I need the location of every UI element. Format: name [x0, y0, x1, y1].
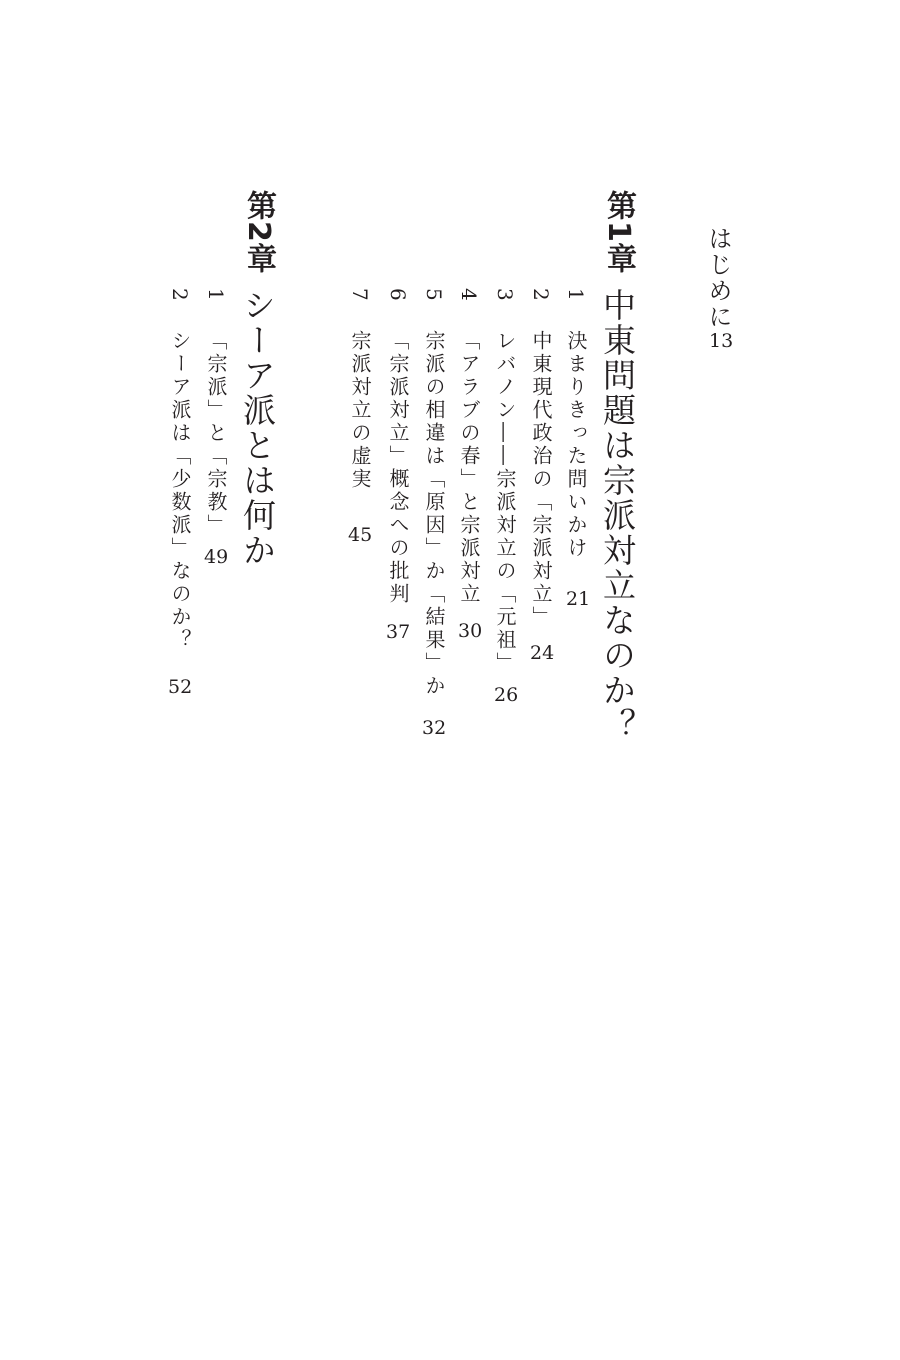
- ch2-sec-2-page: 52: [168, 676, 193, 698]
- ch1-sec-2-page: 24: [530, 642, 555, 664]
- chapter-2-title[interactable]: シーア派とは何か: [238, 288, 277, 568]
- chapter-1-label[interactable]: 第1章: [601, 190, 636, 274]
- ch1-sec-5-number: 5: [422, 288, 446, 301]
- ch1-sec-7-page: 45: [348, 524, 373, 546]
- ch1-sec-3-page: 26: [494, 684, 519, 706]
- ch2-sec-1-number: 1: [204, 288, 228, 301]
- ch1-sec-6-page: 37: [386, 621, 411, 643]
- ch1-sec-7-number: 7: [348, 288, 372, 301]
- ch1-sec-4-page: 30: [458, 620, 483, 642]
- ch1-sec-5-page: 32: [422, 717, 447, 739]
- ch1-sec-1-page: 21: [566, 588, 591, 610]
- ch2-sec-2-number: 2: [168, 288, 192, 301]
- intro-page-number: 13: [709, 330, 734, 352]
- ch1-sec-5-title[interactable]: 宗派の相違は「原因」か「結果」か: [422, 330, 446, 698]
- ch2-sec-1-title[interactable]: 「宗派」と「宗教」: [204, 330, 228, 537]
- intro-title[interactable]: はじめに: [704, 226, 732, 330]
- ch1-sec-4-title[interactable]: 「アラブの春」と宗派対立: [457, 330, 481, 606]
- ch1-sec-3-title[interactable]: レバノン――宗派対立の「元祖」: [493, 330, 517, 675]
- ch1-sec-6-title[interactable]: 「宗派対立」概念への批判: [386, 330, 410, 606]
- chapter-2-label[interactable]: 第2章: [241, 190, 276, 274]
- ch1-sec-3-number: 3: [493, 288, 517, 301]
- ch1-sec-1-number: 1: [564, 288, 588, 301]
- ch2-sec-1-page: 49: [204, 546, 229, 568]
- ch2-sec-2-title[interactable]: シーア派は「少数派」なのか？: [168, 330, 192, 652]
- ch1-sec-1-title[interactable]: 決まりきった問いかけ: [564, 330, 588, 560]
- ch1-sec-7-title[interactable]: 宗派対立の虚実: [348, 330, 372, 491]
- ch1-sec-2-title[interactable]: 中東現代政治の「宗派対立」: [529, 330, 553, 629]
- ch1-sec-6-number: 6: [386, 288, 410, 301]
- chapter-1-title[interactable]: 中東問題は宗派対立なのか？: [598, 288, 637, 743]
- ch1-sec-2-number: 2: [529, 288, 553, 301]
- ch1-sec-4-number: 4: [457, 288, 481, 301]
